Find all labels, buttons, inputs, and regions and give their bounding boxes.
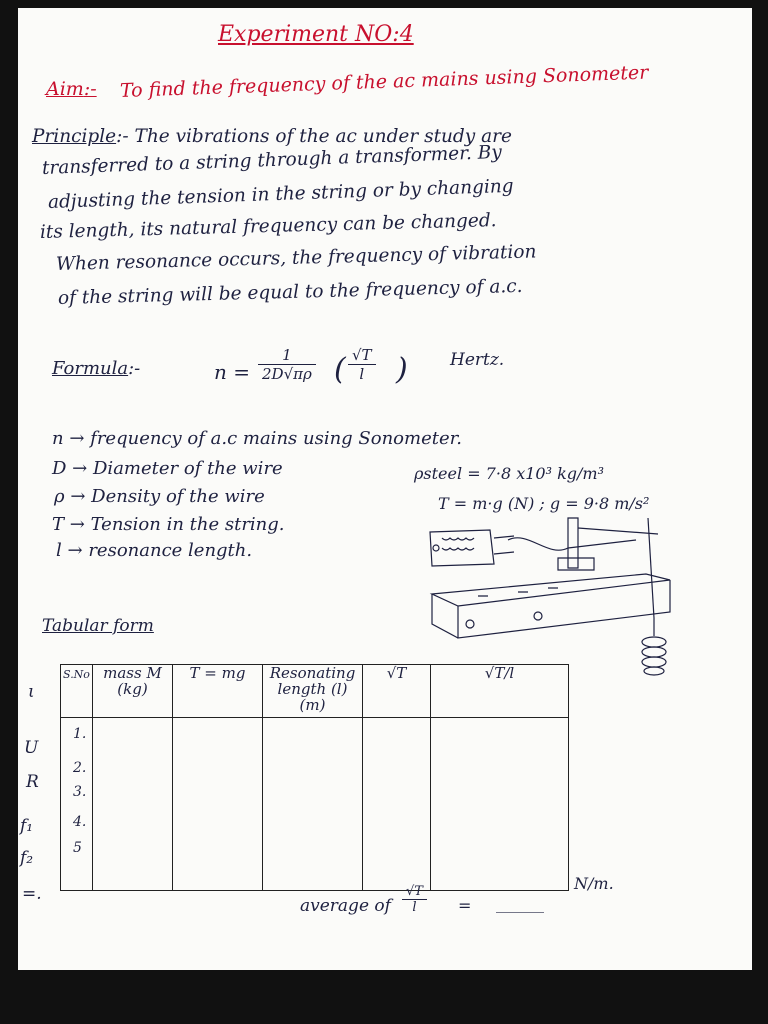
tension-formula: T = m·g (N) ; g = 9·8 m/s² bbox=[438, 494, 650, 513]
paren-close: ) bbox=[396, 352, 408, 387]
aim-label: Aim:- bbox=[46, 78, 97, 100]
table-row: 1. bbox=[73, 726, 87, 742]
serial-column bbox=[61, 718, 93, 891]
header-mass: mass M (kg) bbox=[93, 665, 173, 718]
header-sno: S.No bbox=[61, 665, 93, 718]
formula-coefficient: $\frac{1}{2D√\pi\rho}$ bbox=[258, 346, 316, 383]
ratio-column bbox=[431, 718, 569, 891]
paren-open: ( bbox=[334, 352, 346, 387]
formula-inner-fraction: $\frac{√T}{l}$ bbox=[348, 346, 376, 383]
margin-mark-3: R bbox=[26, 772, 39, 792]
mass-column bbox=[93, 718, 173, 891]
average-unit: N/m. bbox=[574, 874, 614, 893]
table-header-row bbox=[61, 665, 569, 718]
tabular-label: Tabular form bbox=[42, 616, 154, 636]
margin-mark-6: =. bbox=[22, 884, 42, 904]
header-sqrt-t-over-l: √T/l bbox=[431, 665, 569, 718]
notebook-page bbox=[18, 8, 752, 970]
formula-label: Formula:- bbox=[52, 358, 141, 379]
table-body-row bbox=[61, 718, 569, 891]
tension-column bbox=[173, 718, 263, 891]
header-sqrt-t: √T bbox=[363, 665, 431, 718]
header-resonating-length: Resonating length (l) (m) bbox=[263, 665, 363, 718]
formula-unit: Hertz. bbox=[450, 350, 505, 370]
principle-line-2: transferred to a string through a transformer. By bbox=[41, 141, 503, 179]
sqrt-t-column bbox=[363, 718, 431, 891]
observation-table bbox=[60, 664, 569, 891]
experiment-title: Experiment NO:4 bbox=[218, 22, 414, 47]
length-column bbox=[263, 718, 363, 891]
average-equals: = bbox=[458, 896, 472, 915]
average-fraction: $\frac{√T}{l}$ bbox=[402, 884, 427, 915]
table-row: 2. bbox=[73, 760, 87, 776]
formula-lhs: n = bbox=[214, 360, 250, 384]
table-row: 5 bbox=[73, 840, 82, 856]
principle-line-4: its length, its natural frequency can be changed. bbox=[39, 210, 497, 243]
principle-line-3: adjusting the tension in the string or by changing bbox=[47, 175, 514, 213]
principle-line-1: Principle:- The vibrations of the ac under study are bbox=[32, 126, 512, 147]
principle-label: Principle bbox=[32, 126, 117, 147]
table-row: 4. bbox=[73, 814, 87, 830]
aim-text: To find the frequency of the ac mains using Sonometer bbox=[119, 61, 649, 102]
principle-line-6: of the string will be equal to the frequency of a.c. bbox=[57, 275, 523, 309]
average-blank: ______ bbox=[496, 894, 544, 913]
principle-line-5: When resonance occurs, the frequency of vibration bbox=[55, 241, 537, 275]
margin-mark-4: f₁ bbox=[20, 816, 34, 836]
margin-mark-5: f₂ bbox=[20, 848, 34, 868]
steel-density: ρsteel = 7·8 x10³ kg/m³ bbox=[414, 464, 605, 483]
definition-d: D → Diameter of the wire bbox=[52, 458, 283, 479]
margin-mark-1: ι bbox=[28, 682, 35, 702]
definition-rho: ρ → Density of the wire bbox=[54, 486, 265, 507]
definition-t: T → Tension in the string. bbox=[52, 514, 285, 535]
definition-l: l → resonance length. bbox=[56, 540, 253, 561]
header-tension: T = mg bbox=[173, 665, 263, 718]
sonometer-diagram bbox=[418, 508, 748, 678]
margin-mark-2: U bbox=[24, 738, 39, 758]
table-row: 3. bbox=[73, 784, 87, 800]
definition-n: n → frequency of a.c mains using Sonometer. bbox=[52, 428, 462, 449]
average-label: average of bbox=[300, 896, 391, 916]
